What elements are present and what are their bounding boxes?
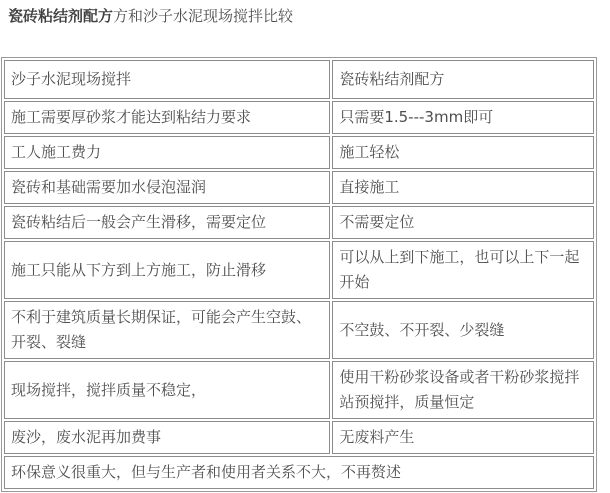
table-cell-sand-cement: 施工只能从下方到上方施工，防止滑移 (4, 241, 330, 299)
table-row (4, 171, 594, 204)
table-cell-sand-cement: 不利于建筑质量长期保证，可能会产生空鼓、开裂、裂缝 (4, 301, 330, 359)
table-row (4, 206, 594, 239)
table-row (4, 101, 594, 134)
table-cell-tile-adhesive: 不空鼓、不开裂、少裂缝 (332, 301, 594, 359)
table-cell-sand-cement: 施工需要厚砂浆才能达到粘结力要求 (4, 101, 330, 134)
table-row (4, 136, 594, 169)
page-title (8, 7, 610, 25)
comparison-table (1, 57, 597, 492)
table-cell-sand-cement: 现场搅拌，搅拌质量不稳定， (4, 361, 330, 419)
table-cell-tile-adhesive: 施工轻松 (332, 136, 594, 169)
table-row (4, 241, 594, 299)
document-page (0, 7, 610, 492)
table-cell-sand-cement: 废沙，废水泥再加费事 (4, 421, 330, 454)
table-cell-tile-adhesive: 不需要定位 (332, 206, 594, 239)
table-cell-tile-adhesive: 无废料产生 (332, 421, 594, 454)
column-header-tile-adhesive: 瓷砖粘结剂配方 (332, 60, 594, 99)
table-row (4, 421, 594, 454)
table-cell-tile-adhesive: 只需要1.5---3mm即可 (332, 101, 594, 134)
page-title-rest-segment: 方和沙子水泥现场搅拌比较 (113, 7, 294, 25)
table-cell-tile-adhesive: 使用干粉砂浆设备或者干粉砂浆搅拌站预搅拌，质量恒定 (332, 361, 594, 419)
table-footer-row (4, 456, 594, 489)
table-header-row (4, 60, 594, 99)
table-cell-sand-cement: 瓷砖粘结后一般会产生滑移，需要定位 (4, 206, 330, 239)
table-cell-sand-cement: 瓷砖和基础需要加水侵泡湿润 (4, 171, 330, 204)
table-row (4, 361, 594, 419)
table-cell-tile-adhesive: 可以从上到下施工，也可以上下一起开始 (332, 241, 594, 299)
table-row (4, 301, 594, 359)
column-header-sand-cement: 沙子水泥现场搅拌 (4, 60, 330, 99)
table-cell-sand-cement: 工人施工费力 (4, 136, 330, 169)
table-footer-cell: 环保意义很重大，但与生产者和使用者关系不大，不再赘述 (4, 456, 594, 489)
table-cell-tile-adhesive: 直接施工 (332, 171, 594, 204)
page-title-bold-segment: 瓷砖粘结剂配方 (8, 7, 114, 25)
